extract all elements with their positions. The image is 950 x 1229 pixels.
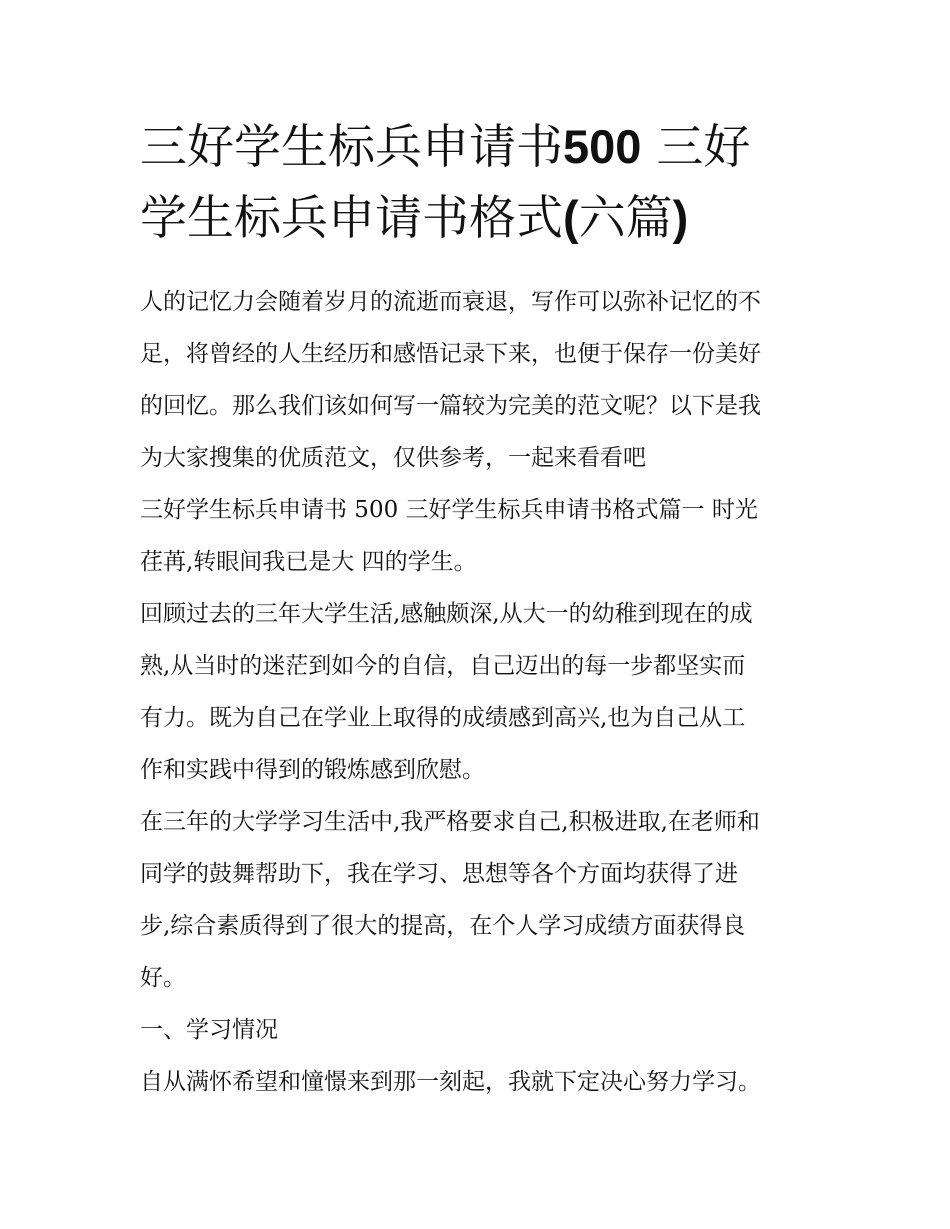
body-line: 作和实践中得到的锻炼感到欣慰。 (140, 757, 485, 783)
body-line: 好。 (140, 965, 186, 991)
body-line: 步,综合素质得到了很大的提高，在个人学习成绩方面获得良 (140, 913, 746, 939)
body-line: 在三年的大学学习生活中,我严格要求自己,积极进取,在老师和 (140, 809, 760, 835)
title-text: 学生标兵申请书格式 (140, 191, 563, 246)
body-line: 有力。既为自己在学业上取得的成绩感到高兴,也为自己从工 (140, 705, 746, 731)
body-line: 三好学生标兵申请书 500 三好学生标兵申请书格式篇一 时光 (140, 497, 758, 523)
body-line: 为大家搜集的优质范文，仅供参考，一起来看看吧 (140, 445, 646, 471)
document-body (140, 276, 820, 1108)
body-line: 自从满怀希望和憧憬来到那一刻起，我就下定决心努力学习。 (140, 1069, 761, 1095)
title-text: 三好学生标兵申请书 (140, 120, 563, 175)
section-heading: 一、学习情况 (140, 1017, 278, 1043)
title-paren: ( (563, 191, 579, 244)
title-text: 六篇 (578, 191, 673, 246)
body-line: 的回忆。那么我们该如何写一篇较为完美的范文呢？以下是我 (140, 393, 761, 419)
title-text: 三好 (641, 120, 751, 175)
title-number: 500 (563, 120, 642, 173)
title-line-2 (140, 183, 830, 254)
document-title (140, 112, 830, 254)
body-line: 荏苒,转眼间我已是大 四的学生。 (140, 549, 477, 575)
body-line: 同学的鼓舞帮助下，我在学习、思想等各个方面均获得了进 (140, 861, 738, 887)
body-line: 熟,从当时的迷茫到如今的自信，自己迈出的每一步都坚实而 (140, 653, 746, 679)
title-paren: ) (672, 191, 689, 244)
body-line: 人的记忆力会随着岁月的流逝而衰退，写作可以弥补记忆的不 (140, 289, 761, 315)
body-line: 足，将曾经的人生经历和感悟记录下来，也便于保存一份美好 (140, 341, 761, 367)
body-line: 回顾过去的三年大学生活,感触颇深,从大一的幼稚到现在的成 (140, 601, 753, 627)
title-line-1 (140, 112, 830, 183)
